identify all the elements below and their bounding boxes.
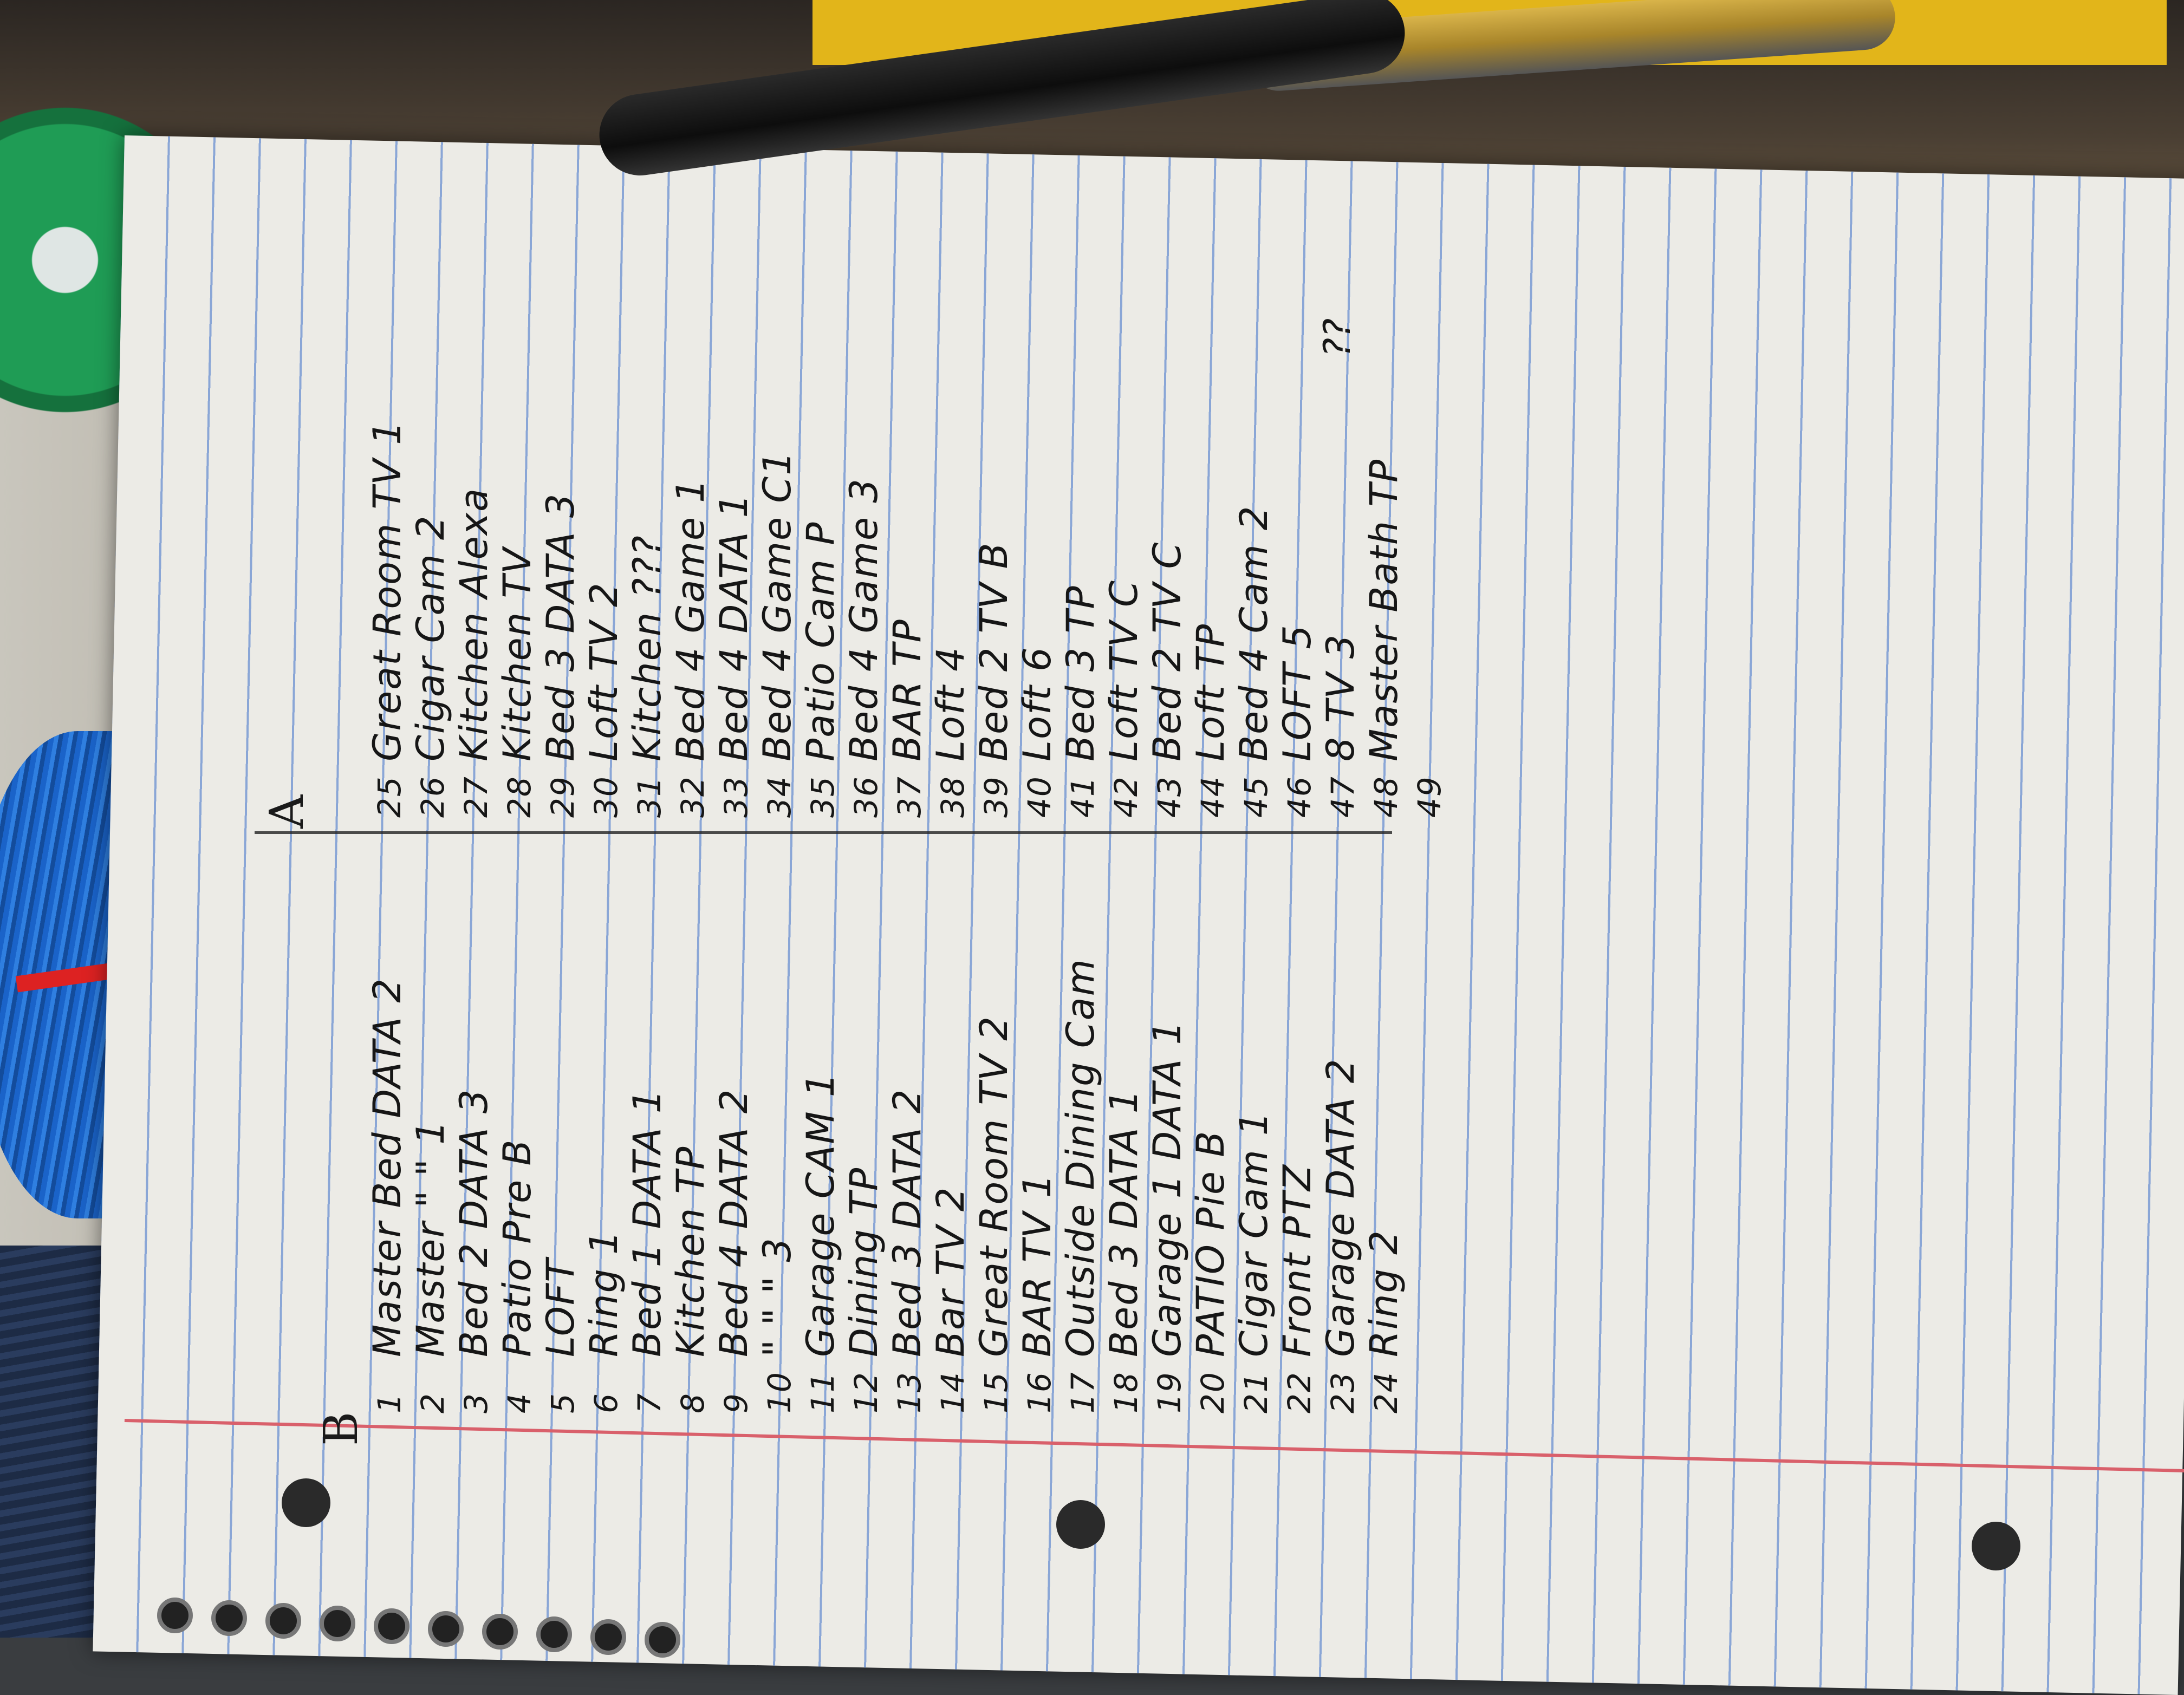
entry-label: Kitchen TV: [495, 547, 540, 761]
column-b-header: B: [314, 1411, 368, 1446]
entry-label: BAR TP: [885, 618, 929, 761]
spiral-ring: [320, 1606, 355, 1641]
list-entry: [495, 1138, 540, 1413]
list-entry: [408, 1119, 453, 1413]
list-entry: [712, 492, 756, 818]
list-entry: [538, 492, 583, 818]
entry-number: 18: [1108, 1371, 1145, 1413]
list-entry: [972, 542, 1016, 818]
list-entry: [625, 534, 670, 818]
entry-number: 31: [631, 775, 668, 818]
list-entry: [1058, 585, 1103, 818]
list-entry: [885, 1088, 929, 1413]
entry-number: 1: [371, 1392, 408, 1413]
spiral-ring: [211, 1600, 247, 1636]
entry-number: 39: [978, 775, 1015, 818]
entry-number: 28: [501, 775, 538, 818]
entry-number: 7: [631, 1392, 668, 1413]
question-marks-note: ??: [1316, 318, 1359, 357]
entry-label: Bar TV 2: [928, 1186, 973, 1357]
list-entry: [712, 1088, 756, 1413]
list-entry: [798, 1072, 843, 1413]
list-entry: [365, 977, 410, 1413]
list-entry: [798, 521, 843, 818]
entry-label: PATIO Pie B: [1188, 1130, 1233, 1357]
entry-label: Bed 2 TV C: [1145, 541, 1190, 761]
entry-number: 5: [544, 1392, 581, 1413]
entry-number: 19: [1151, 1371, 1188, 1413]
entry-label: Bed 3 DATA 3: [538, 492, 583, 761]
list-entry: [1015, 1172, 1060, 1413]
entry-label: Bed 3 DATA 1: [1102, 1088, 1146, 1357]
list-entry: [582, 582, 626, 818]
list-entry: [365, 420, 410, 818]
handwritten-port-list: [260, 168, 1448, 1446]
entry-number: 25: [371, 775, 408, 818]
entry-number: 40: [1021, 775, 1058, 818]
list-entry: [408, 514, 453, 818]
entry-number: 37: [891, 775, 928, 818]
list-entry: [1275, 624, 1320, 818]
entry-label: Loft TP: [1188, 623, 1233, 761]
entry-number: 41: [1064, 775, 1101, 818]
list-entry: [1145, 541, 1190, 818]
list-entry: [1232, 1110, 1276, 1413]
entry-label: Kitchen TP: [668, 1145, 713, 1357]
entry-label: Cigar Cam 1: [1232, 1110, 1276, 1357]
list-entry: [1145, 1019, 1190, 1413]
entry-label: Master " " 1: [408, 1119, 453, 1357]
entry-number: 44: [1194, 775, 1231, 818]
entry-number: 2: [414, 1392, 451, 1413]
list-entry: [452, 1088, 496, 1413]
list-entry: [538, 1258, 583, 1413]
entry-label: Great Room TV 2: [972, 1015, 1016, 1357]
entry-number: 36: [848, 775, 885, 818]
entry-number: 16: [1021, 1371, 1058, 1413]
entry-number: 20: [1194, 1371, 1231, 1413]
binder-hole: [1056, 1500, 1105, 1549]
binder-hole: [1972, 1522, 2020, 1570]
entry-label: Bed 1 DATA 1: [625, 1088, 670, 1357]
entry-label: Bed 2 TV B: [972, 542, 1016, 761]
entry-label: Bed 4 Cam 2: [1232, 505, 1276, 761]
entry-number: 4: [501, 1392, 538, 1413]
entry-label: Garage CAM 1: [798, 1072, 843, 1357]
entry-label: Loft 4: [928, 646, 973, 761]
entry-label: Dining TP: [842, 1166, 886, 1357]
entry-number: 49: [1411, 775, 1448, 818]
entry-label: Loft TV C: [1102, 579, 1146, 761]
entry-label: Garage 1 DATA 1: [1145, 1019, 1190, 1357]
entry-number: 6: [588, 1392, 625, 1413]
entry-label: Patio Cam P: [798, 521, 843, 761]
entry-label: " " " 3: [755, 1237, 800, 1357]
entry-number: 3: [458, 1392, 495, 1413]
list-entry: [842, 1166, 886, 1413]
list-entry: [1102, 579, 1146, 818]
list-entry: [1188, 1130, 1233, 1413]
spiral-ring: [265, 1603, 301, 1639]
list-entry: [1362, 1229, 1406, 1413]
entry-label: Bed 4 Game 1: [668, 478, 713, 761]
entry-number: 11: [804, 1371, 841, 1413]
list-entry: [1188, 623, 1233, 818]
list-entry: [625, 1088, 670, 1413]
list-entry: [1015, 646, 1060, 818]
entry-label: LOFT: [538, 1258, 583, 1357]
list-entry: [1275, 1164, 1320, 1413]
entry-label: Garage DATA 2: [1318, 1058, 1363, 1357]
spiral-ring: [590, 1619, 626, 1655]
entry-number: 12: [848, 1371, 885, 1413]
entry-number: 46: [1281, 775, 1318, 818]
entry-label: Ring 1: [582, 1229, 626, 1357]
list-entry: [668, 1145, 713, 1413]
list-entry: [928, 1186, 973, 1413]
entry-number: 23: [1324, 1371, 1361, 1413]
entry-number: 22: [1281, 1371, 1318, 1413]
entry-number: 42: [1108, 775, 1145, 818]
column-divider: [255, 831, 1392, 834]
entry-label: Bed 2 DATA 3: [452, 1088, 496, 1357]
entry-label: BAR TV 1: [1015, 1172, 1060, 1357]
entry-label: 8 TV 3: [1318, 633, 1363, 761]
entry-label: Bed 3 TP: [1058, 585, 1103, 761]
entry-label: Loft TV 2: [582, 582, 626, 761]
list-entry: [1362, 458, 1406, 818]
entry-label: Outside Dining Cam: [1058, 958, 1103, 1357]
spiral-ring: [482, 1614, 518, 1650]
entry-label: Kitchen Alexa: [452, 487, 496, 761]
entry-number: 35: [804, 775, 841, 818]
entry-label: Kitchen ???: [625, 534, 670, 761]
list-entry: [928, 646, 973, 818]
spiral-ring: [374, 1608, 410, 1644]
entry-number: 38: [934, 775, 971, 818]
entry-number: 34: [761, 775, 798, 818]
entry-label: Bed 4 DATA 2: [712, 1088, 756, 1357]
list-entry: [668, 478, 713, 818]
entry-number: 45: [1238, 775, 1275, 818]
entry-label: Bed 4 Game C1: [755, 450, 800, 761]
entry-number: 29: [544, 775, 581, 818]
entry-label: LOFT 5: [1275, 624, 1320, 761]
entry-number: 26: [414, 775, 451, 818]
list-entry: [1058, 958, 1103, 1413]
entry-label: Great Room TV 1: [365, 420, 410, 761]
entry-number: 33: [718, 775, 755, 818]
list-entry: [1318, 633, 1363, 818]
entry-number: 21: [1238, 1371, 1275, 1413]
entry-label: Bed 3 DATA 2: [885, 1088, 929, 1357]
entry-label: Loft 6: [1015, 646, 1060, 761]
entry-number: 15: [978, 1371, 1015, 1413]
entry-number: 9: [718, 1392, 755, 1413]
list-entry: [885, 618, 929, 818]
entry-number: 14: [934, 1371, 971, 1413]
entry-number: 32: [674, 775, 711, 818]
list-entry: [1408, 761, 1446, 818]
list-entries: [260, 168, 1448, 1446]
spiral-ring: [645, 1622, 680, 1658]
entry-label: Bed 4 Game 3: [842, 478, 886, 761]
spiral-ring: [157, 1598, 193, 1633]
list-entry: [755, 1237, 800, 1413]
entry-number: 43: [1151, 775, 1188, 818]
spiral-ring: [536, 1616, 572, 1652]
column-a-header: A: [260, 794, 314, 829]
entry-number: 8: [674, 1392, 711, 1413]
entry-number: 30: [588, 775, 625, 818]
binder-hole: [282, 1478, 330, 1527]
list-entry: [495, 547, 540, 818]
list-entry: [1318, 1058, 1363, 1413]
list-entry: [582, 1229, 626, 1413]
list-entry: [972, 1015, 1016, 1413]
entry-label: Patio Pre B: [495, 1138, 540, 1357]
entry-number: 48: [1368, 775, 1405, 818]
entry-label: Ring 2: [1362, 1229, 1406, 1357]
entry-number: 47: [1324, 775, 1361, 818]
entry-number: 10: [761, 1371, 798, 1413]
entry-number: 27: [458, 775, 495, 818]
entry-label: Master Bath TP: [1362, 458, 1406, 761]
list-entry: [755, 450, 800, 818]
list-entry: [452, 487, 496, 818]
list-entry: [1102, 1088, 1146, 1413]
entry-number: 17: [1064, 1371, 1101, 1413]
entry-label: Master Bed DATA 2: [365, 977, 410, 1357]
entry-number: 24: [1368, 1371, 1405, 1413]
entry-label: Cigar Cam 2: [408, 514, 453, 761]
entry-number: 13: [891, 1371, 928, 1413]
entry-label: Bed 4 DATA 1: [712, 492, 756, 761]
list-entry: [1232, 505, 1276, 818]
entry-label: Front PTZ: [1275, 1164, 1320, 1357]
list-entry: [842, 478, 886, 818]
spiral-ring: [428, 1611, 464, 1647]
